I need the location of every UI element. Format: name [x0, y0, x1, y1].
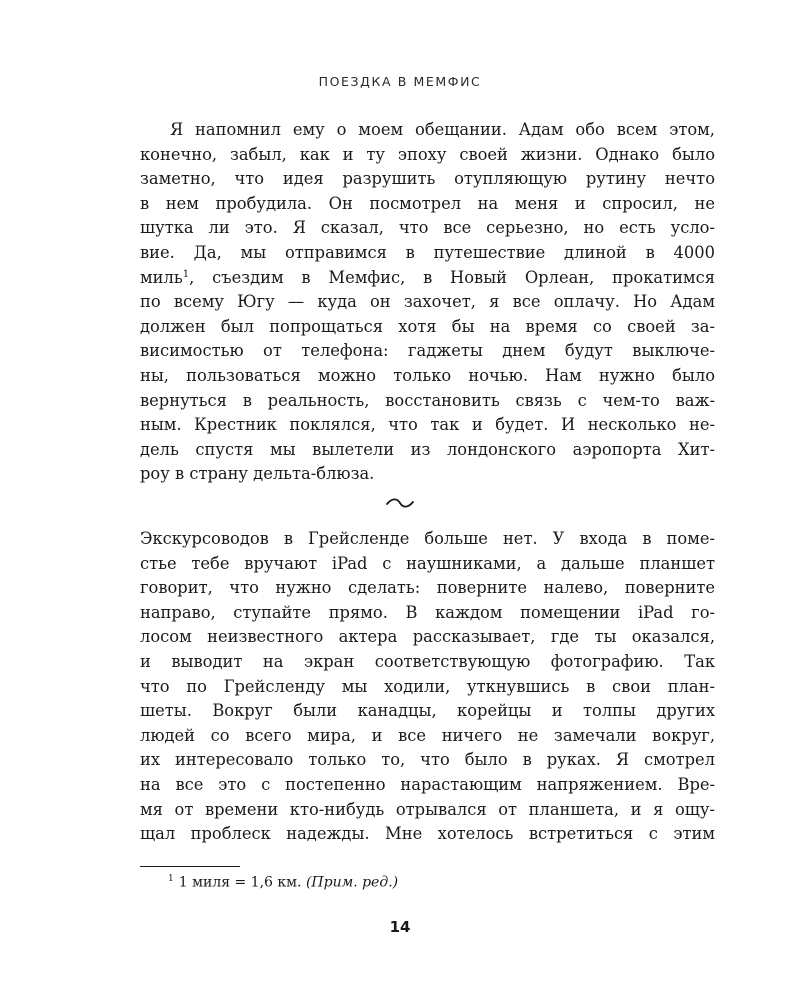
text-line: в нем пробудила. Он посмотрел на меня и спросил, не [140, 193, 715, 213]
text-fragment: , съездим в Мемфис, в Новый Орлеан, прокатимся [189, 267, 715, 287]
footnote-text: 1 миля = 1,6 км. [178, 874, 302, 891]
text-line: что по Грейсленду мы ходили, уткнувшись в свои план- [140, 676, 715, 696]
page-number: 14 [389, 918, 411, 936]
footnote-marker: 1 [168, 874, 174, 884]
text-line: на все это с постепенно нарастающим напряжением. Вре- [140, 774, 715, 794]
text-line-with-footnote-ref [140, 266, 715, 291]
text-line: вернуться в реальность, восстановить связь с чем-то важ- [140, 390, 715, 410]
footnote-editor-note: (Прим. ред.) [305, 874, 399, 891]
text-line: заметно, что идея разрушить отупляющую рутину нечто [140, 169, 715, 189]
text-line: стье тебе вручают iPad с наушниками, а дальше планшет [140, 553, 715, 573]
footnote-divider [140, 866, 240, 867]
text-line: и выводит на экран соответствующую фотографию. Так [140, 651, 715, 671]
text-line: Экскурсоводов в Грейсленде больше нет. У входа в поме- [140, 529, 715, 548]
paragraph-1 [140, 118, 715, 487]
running-head: ПОЕЗДКА В МЕМФИС [318, 74, 482, 89]
text-line: роу в страну дельта-блюза. [140, 464, 375, 484]
text-line: говорит, что нужно сделать: поверните налево, поверните [140, 578, 715, 598]
text-line: их интересовало только то, что было в руках. Я смотрел [140, 750, 715, 770]
paragraph-2 [140, 527, 715, 847]
text-line: вие. Да, мы отправимся в путешествие длиной в 4000 [140, 242, 715, 262]
text-line: шеты. Вокруг были канадцы, корейцы и толпы других [140, 701, 715, 721]
text-line: висимостью от телефона: гаджеты днем будут выключе- [140, 341, 715, 361]
text-fragment: миль [140, 267, 183, 287]
text-line: людей со всего мира, и все ничего не замечали вокруг, [140, 725, 715, 745]
text-line: должен был попрощаться хотя бы на время со своей за- [140, 316, 715, 336]
text-line: лосом неизвестного актера рассказывает, где ты оказался, [140, 627, 715, 647]
footnote [168, 874, 398, 891]
text-line: ны, пользоваться можно только ночью. Нам нужно было [140, 365, 715, 385]
footnote-reference[interactable]: 1 [182, 268, 190, 280]
text-line: конечно, забыл, как и ту эпоху своей жизни. Однако было [140, 144, 715, 164]
text-line: по всему Югу — куда он захочет, я все оплачу. Но Адам [140, 292, 715, 312]
text-line: дель спустя мы вылетели из лондонского аэропорта Хит- [140, 439, 715, 459]
swung-dash-ornament [385, 495, 415, 511]
text-line: мя от времени кто-нибудь отрывался от планшета, и я ощу- [140, 799, 715, 819]
text-line: направо, ступайте прямо. В каждом помещении iPad го- [140, 602, 715, 622]
text-line: ным. Крестник поклялся, что так и будет. И несколько не- [140, 415, 715, 435]
text-line: шутка ли это. Я сказал, что все серьезно, но есть усло- [140, 218, 715, 238]
text-line: щал проблеск надежды. Мне хотелось встретиться с этим [140, 824, 715, 844]
text-line: Я напомнил ему о моем обещании. Адам обо всем этом, [170, 120, 715, 139]
